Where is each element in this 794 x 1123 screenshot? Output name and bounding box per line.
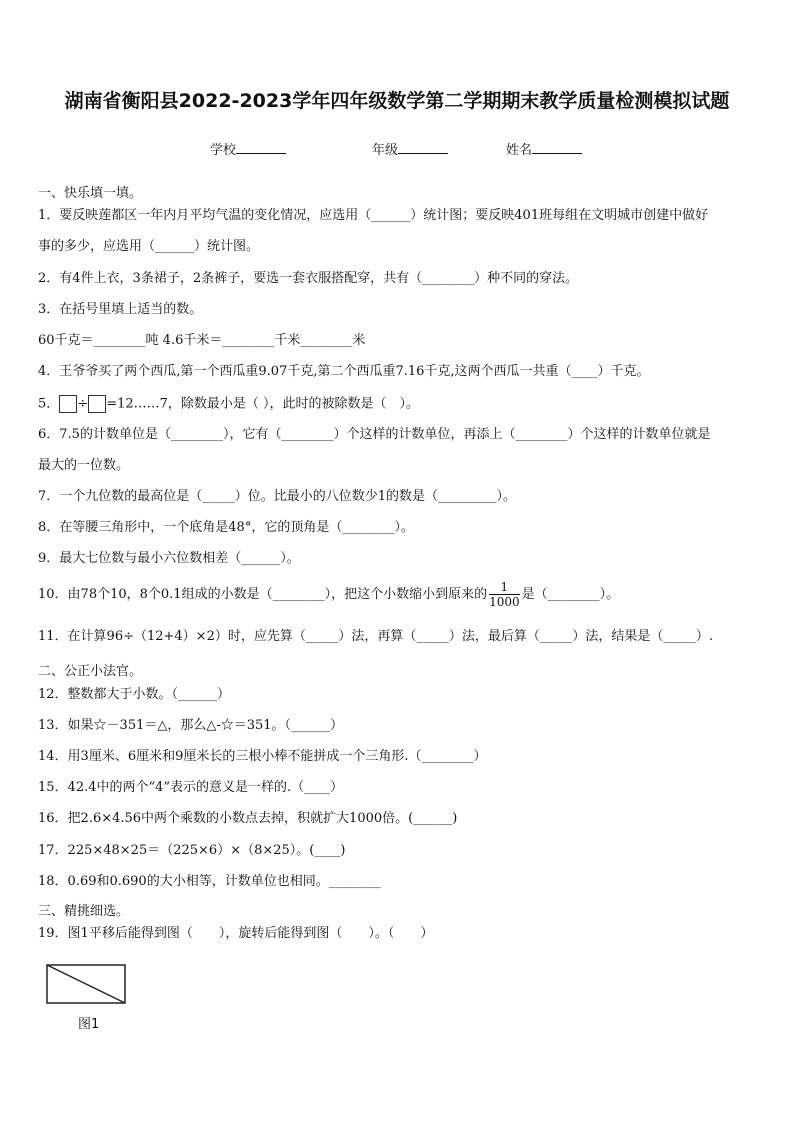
question-16: 16．把2.6×4.56中两个乘数的小数点去掉，积就扩大1000倍。(______) — [38, 811, 458, 826]
question-2: 2．有4件上衣，3条裙子，2条裤子，要选一套衣服搭配穿，共有（________）种不同的穿法。 — [38, 271, 579, 286]
question-17: 17．225×48×25＝（225×6）×（8×25）。(____) — [38, 843, 346, 858]
grade-blank[interactable] — [398, 141, 448, 154]
dividend-box[interactable] — [59, 395, 77, 413]
grade-label: 年级 — [372, 143, 399, 158]
question-3: 3．在括号里填上适当的数。 — [38, 302, 203, 317]
name-field — [506, 139, 582, 158]
question-10 — [38, 580, 619, 609]
question-13: 13．如果☆－351＝△，那么△-☆＝351。（______） — [38, 718, 344, 733]
question-8: 8．在等腰三角形中，一个底角是48°，它的顶角是（________）。 — [38, 520, 414, 535]
question-15: 15．42.4中的两个“4”表示的意义是一样的.（____） — [38, 780, 344, 795]
question-3-items: 60千克＝________吨 4.6千米＝________千米________米 — [38, 333, 366, 348]
grade-field — [372, 139, 448, 158]
exam-title: 湖南省衡阳县2022-2023学年四年级数学第二学期期末教学质量检测模拟试题 — [64, 90, 730, 112]
section-heading-2: 二、公正小法官。 — [38, 664, 143, 679]
fraction-denominator: 1000 — [489, 595, 520, 609]
question-18: 18．0.69和0.690的大小相等，计数单位也相同。________ — [38, 874, 381, 889]
question-10-text: 10．由78个10，8个0.1组成的小数是（________），把这个小数缩小到原来的 — [38, 587, 488, 602]
question-6-line-1: 6．7.5的计数单位是（________），它有（________）个这样的计数单位，再添上（________）个这样的计数单位就是 — [38, 427, 711, 442]
school-label: 学校 — [210, 143, 237, 158]
fraction-one-thousandth — [489, 580, 520, 609]
divisor-box[interactable] — [88, 395, 106, 413]
name-blank[interactable] — [532, 141, 582, 154]
figure-1-label: 图1 — [78, 1017, 100, 1032]
figure-diagonal — [47, 965, 125, 1003]
question-1-line-2: 事的多少，应选用（______）统计图。 — [38, 239, 260, 254]
question-1-line-1: 1．要反映莲都区一年内月平均气温的变化情况，应选用（______）统计图；要反映401班每组在文明城市创建中做好 — [38, 208, 709, 223]
question-11: 11．在计算96÷（12+4）×2）时，应先算（_____）法，再算（_____）法，最后算（_____）法，结果是（_____）. — [38, 629, 713, 644]
name-label: 姓名 — [506, 143, 533, 158]
question-10-tail: 是（________）。 — [521, 587, 620, 602]
section-heading-1: 一、快乐填一填。 — [38, 186, 143, 201]
fraction-numerator: 1 — [489, 580, 520, 595]
figure-1-rectangle — [46, 964, 128, 1006]
section-heading-3: 三、精挑细选。 — [38, 904, 130, 919]
question-5-number: 5． — [38, 396, 60, 412]
question-7: 7．一个九位数的最高位是（_____）位。比最小的八位数少1的数是（_________）。 — [38, 489, 517, 504]
question-14: 14．用3厘米、6厘米和9厘米长的三根小棒不能拼成一个三角形.（________） — [38, 749, 487, 764]
question-12: 12．整数都大于小数。（______） — [38, 687, 231, 702]
division-sign: ÷ — [77, 396, 89, 412]
question-9: 9．最大七位数与最小六位数相差（______）。 — [38, 551, 300, 566]
question-4: 4．王爷爷买了两个西瓜,第一个西瓜重9.07千克,第二个西瓜重7.16千克,这两个西瓜一共重（____）千克。 — [38, 364, 650, 379]
question-5 — [38, 395, 419, 413]
question-19: 19．图1平移后能得到图（ ），旋转后能得到图（ ）。（ ） — [38, 926, 434, 941]
school-field — [210, 139, 286, 158]
question-5-text: =12……7，除数最小是（ ），此时的被除数是（ ）。 — [106, 396, 420, 412]
school-blank[interactable] — [236, 141, 286, 154]
question-6-line-2: 最大的一位数。 — [38, 458, 130, 473]
